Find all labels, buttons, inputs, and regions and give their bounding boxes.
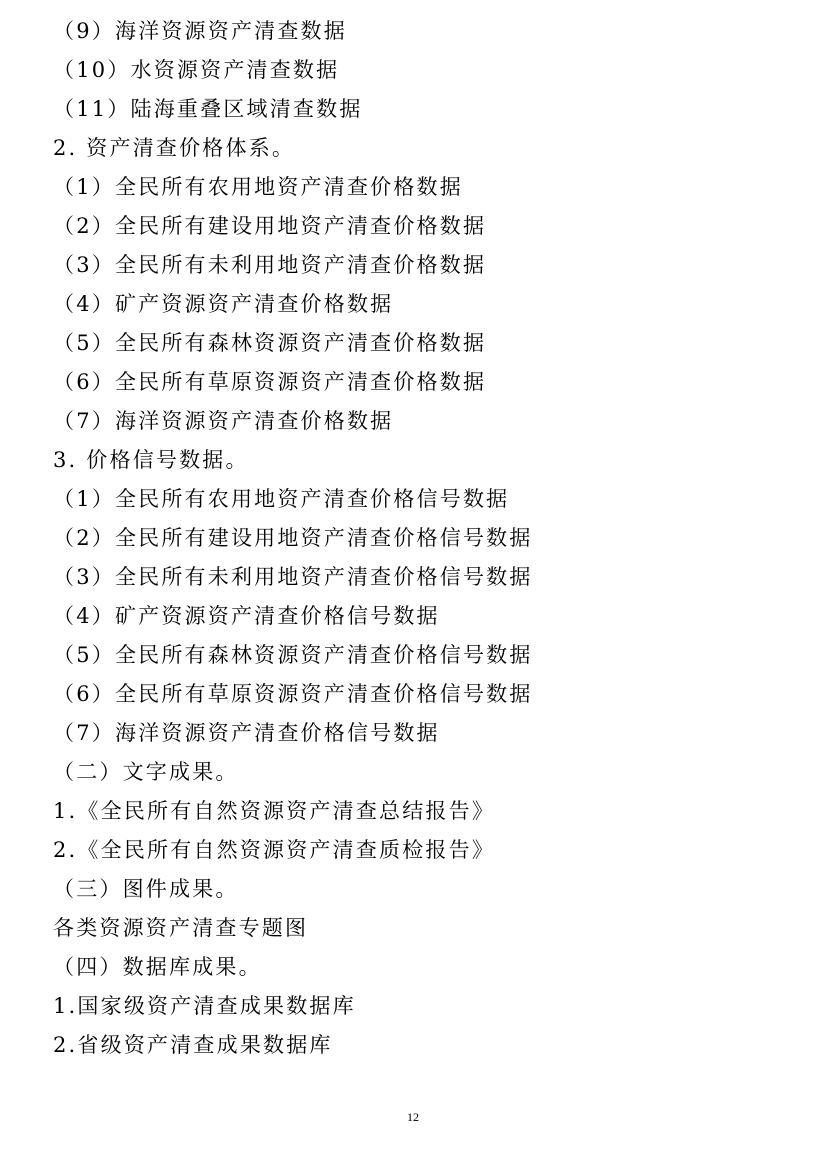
list-item: （11）陆海重叠区域清查数据 <box>53 97 363 121</box>
section-heading: 3. 价格信号数据。 <box>53 448 249 472</box>
list-item: （5）全民所有森林资源资产清查价格数据 <box>53 331 487 355</box>
list-item: （1）全民所有农用地资产清查价格信号数据 <box>53 487 510 511</box>
page-number: 12 <box>407 1110 419 1124</box>
list-item: （3）全民所有未利用地资产清查价格信号数据 <box>53 565 533 589</box>
list-item: （7）海洋资源资产清查价格信号数据 <box>53 721 440 745</box>
list-item: 1.国家级资产清查成果数据库 <box>53 994 356 1018</box>
list-item: （10）水资源资产清查数据 <box>53 58 340 82</box>
list-item: （2）全民所有建设用地资产清查价格数据 <box>53 214 487 238</box>
list-item: 2.《全民所有自然资源资产清查质检报告》 <box>53 838 496 862</box>
list-item: （7）海洋资源资产清查价格数据 <box>53 409 394 433</box>
section-heading: 2. 资产清查价格体系。 <box>53 136 296 160</box>
list-item: （6）全民所有草原资源资产清查价格信号数据 <box>53 682 533 706</box>
list-item: （6）全民所有草原资源资产清查价格数据 <box>53 370 487 394</box>
section-heading: （二）文字成果。 <box>53 760 239 784</box>
list-item: （4）矿产资源资产清查价格信号数据 <box>53 604 440 628</box>
list-item: （5）全民所有森林资源资产清查价格信号数据 <box>53 643 533 667</box>
list-item: 1.《全民所有自然资源资产清查总结报告》 <box>53 799 496 823</box>
list-item: （2）全民所有建设用地资产清查价格信号数据 <box>53 526 533 550</box>
section-heading: （四）数据库成果。 <box>53 955 262 979</box>
list-item: （3）全民所有未利用地资产清查价格数据 <box>53 253 487 277</box>
document-body <box>0 12 826 1065</box>
list-item: 2.省级资产清查成果数据库 <box>53 1033 333 1057</box>
list-item: （4）矿产资源资产清查价格数据 <box>53 292 394 316</box>
section-heading: （三）图件成果。 <box>53 877 239 901</box>
list-item: 各类资源资产清查专题图 <box>53 916 309 940</box>
list-item: （1）全民所有农用地资产清查价格数据 <box>53 175 463 199</box>
list-item: （9）海洋资源资产清查数据 <box>53 19 347 43</box>
